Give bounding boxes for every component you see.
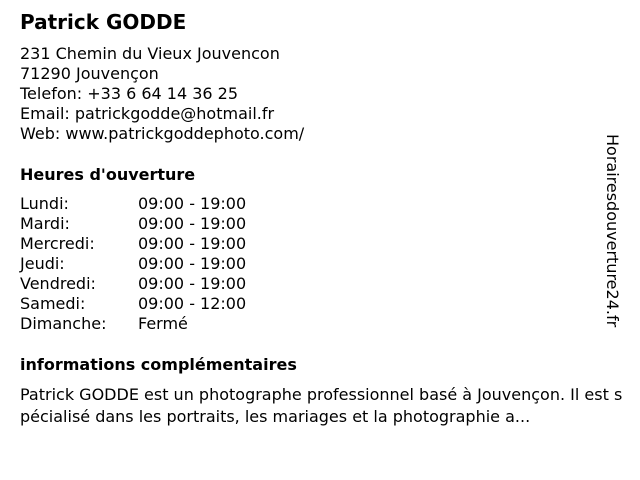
day-hours: 09:00 - 19:00 [138,274,247,293]
hours-row-tuesday [20,214,610,234]
hours-row-thursday [20,254,610,274]
phone-line: Telefon: +33 6 64 14 36 25 [20,84,239,103]
day-hours: 09:00 - 19:00 [138,234,247,253]
site-watermark: Horairesdouverture24.fr [603,134,622,328]
day-hours: 09:00 - 12:00 [138,294,247,313]
day-hours: Fermé [138,314,188,333]
address-line-2: 71290 Jouvençon [20,64,159,83]
address-line-1: 231 Chemin du Vieux Jouvencon [20,44,280,63]
business-name: Patrick GODDE [20,10,187,34]
day-hours: 09:00 - 19:00 [138,214,247,233]
day-hours: 09:00 - 19:00 [138,254,247,273]
email-line: Email: patrickgodde@hotmail.fr [20,104,275,123]
hours-row-monday [20,194,610,214]
day-label: Jeudi: [20,254,65,273]
day-label: Samedi: [20,294,86,313]
info-description: Patrick GODDE est un photographe professionnel basé à Jouvençon. Il est spécialisé dans les portraits, les mariages et la photographie a... [20,385,623,426]
hours-row-friday [20,274,610,294]
hours-row-saturday [20,294,610,314]
hours-table [20,194,610,334]
day-label: Mardi: [20,214,70,233]
hours-row-sunday [20,314,610,334]
hours-title: Heures d'ouverture [20,165,196,184]
day-label: Dimanche: [20,314,107,333]
info-title: informations complémentaires [20,355,297,374]
hours-row-wednesday [20,234,610,254]
day-label: Lundi: [20,194,69,213]
day-hours: 09:00 - 19:00 [138,194,247,213]
day-label: Mercredi: [20,234,95,253]
day-label: Vendredi: [20,274,96,293]
web-line: Web: www.patrickgoddephoto.com/ [20,124,305,143]
